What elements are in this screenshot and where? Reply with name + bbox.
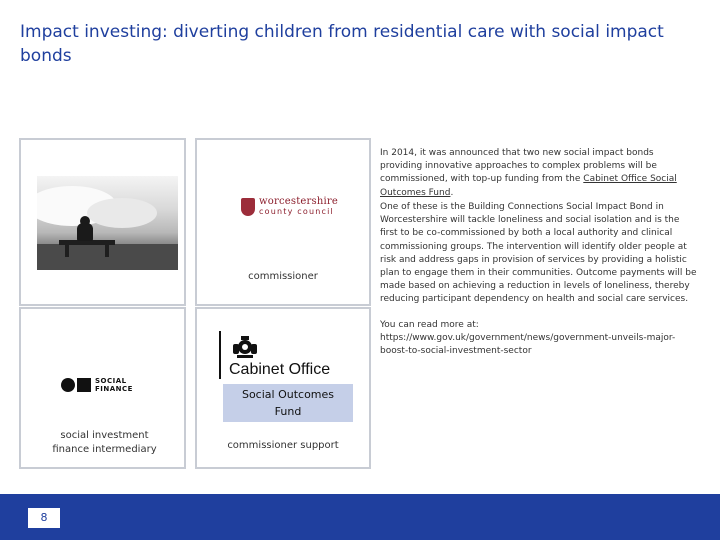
worcestershire-card — [195, 138, 371, 306]
social-outcomes-fund-box — [223, 384, 353, 422]
cabinet-office-logo-text: Cabinet Office — [229, 361, 331, 378]
square-mark-icon — [77, 378, 91, 392]
worcestershire-logo-sub: county council — [259, 207, 334, 216]
social-finance-logo-text — [95, 377, 133, 393]
cabinet-office-card — [195, 307, 371, 469]
social-finance-caption-line1: social investment — [60, 430, 149, 441]
footer-bar — [0, 494, 720, 540]
social-finance-logo-line2: FINANCE — [95, 385, 133, 393]
cabinet-office-caption: commissioner support — [227, 440, 339, 451]
read-more-paragraph — [380, 319, 698, 359]
fund-line2: Fund — [274, 405, 302, 418]
intro-end: . — [450, 187, 454, 198]
cloud-shape — [87, 198, 157, 228]
worcestershire-logo — [237, 196, 357, 220]
royal-crest-icon — [231, 335, 259, 359]
slide-title: Impact investing: diverting children from residential care with social impact bonds — [20, 22, 664, 66]
building-connections-paragraph: One of these is the Building Connections Social Impact Bond in Worcestershire will tackle loneliness and social isolation and is the first to be co-commissioned by both a local authority and clinical commissioning groups. The intervention will identify older people at risk and address gaps in provision of services by providing a holistic plan to engage them in their communities. Outcome payments will be made based on achieving a reduction in levels of loneliness, thereby reducing participant dependency on health and social care services. — [380, 202, 697, 305]
social-finance-caption — [21, 429, 188, 457]
read-more-label: You can read more at: — [380, 320, 479, 330]
fund-line1: Social Outcomes — [241, 388, 335, 401]
social-finance-logo-line1: SOCIAL — [95, 377, 127, 385]
worcestershire-logo-name: worcestershire — [259, 196, 338, 207]
read-more-url[interactable]: https://www.gov.uk/government/news/government-unveils-major-boost-to-social-investment-sector — [380, 333, 676, 357]
social-finance-logo — [61, 377, 161, 393]
bench-leg-shape — [65, 245, 69, 257]
page-number: 8 — [28, 508, 60, 528]
person-head-silhouette — [80, 216, 90, 226]
photo-card — [19, 138, 186, 306]
intro-text: In 2014, it was announced that two new social impact bonds providing innovative approaches to complex problems will be commissioned, with top-up funding from the — [380, 148, 657, 185]
cabinet-office-logo — [219, 331, 359, 381]
person-on-bench-photo — [37, 176, 178, 270]
circle-mark-icon — [61, 378, 75, 392]
social-finance-card — [19, 307, 186, 469]
worcestershire-caption: commissioner — [248, 271, 318, 282]
logo-rule — [219, 331, 221, 379]
social-finance-caption-line2: finance intermediary — [52, 444, 157, 455]
intro-paragraph — [380, 147, 698, 200]
shield-icon — [241, 198, 255, 216]
bench-leg-shape — [105, 245, 109, 257]
social-outcomes-fund-link[interactable]: Cabinet Office Social Outcomes Fund — [380, 174, 677, 198]
